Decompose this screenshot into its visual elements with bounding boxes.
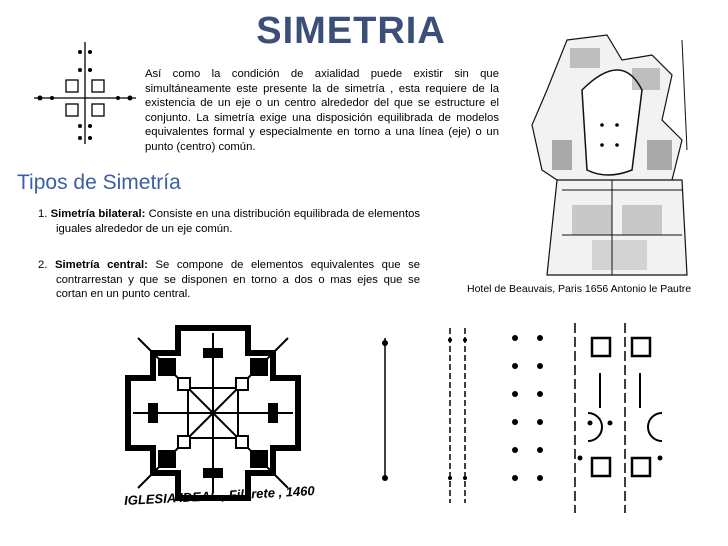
item-number: 2. [38,259,48,271]
item-text: Se compone de elementos equivalentes que se contrarrestan y que se disponen en torno a dos o mas ejes que se cortan en un punto central. [56,259,421,301]
item-number: 1. [38,208,48,220]
intro-paragraph: Así como la condición de axialidad puede existir sin que simultáneamente este presente la de simetría , esta requiere de la existencia de un eje o un centro alrededor del que se estructure el conjunto. La simetría exige una disposición equilibrada de modelos equivalentes formal y especialmente en torno a una línea (eje) o un punto (centro) común. [145,68,499,153]
section-subtitle: Tipos de Simetría [17,171,181,194]
plan-label-text [120,482,320,508]
central-symmetry-diagram-icon [30,38,140,148]
hotel-floor-plan-icon [512,30,712,280]
church-plan-icon [118,318,308,508]
image-caption: Hotel de Beauvais, Paris 1656 Antonio le Pautre [467,283,692,295]
item-term: Simetría bilateral: [50,208,146,220]
item-text: Consiste en una distribución equilibrada de elementos iguales alrededor de un eje común. [56,208,421,235]
list-item-central [38,258,420,302]
page-title: SIMETRIA [256,10,446,52]
plan-label: IGLESIA IDEAL , Filarete , 1460 [123,483,316,508]
item-term: Simetría central: [54,259,148,271]
bilateral-symmetry-diagram-icon [370,318,670,518]
list-item-bilateral [38,207,420,236]
